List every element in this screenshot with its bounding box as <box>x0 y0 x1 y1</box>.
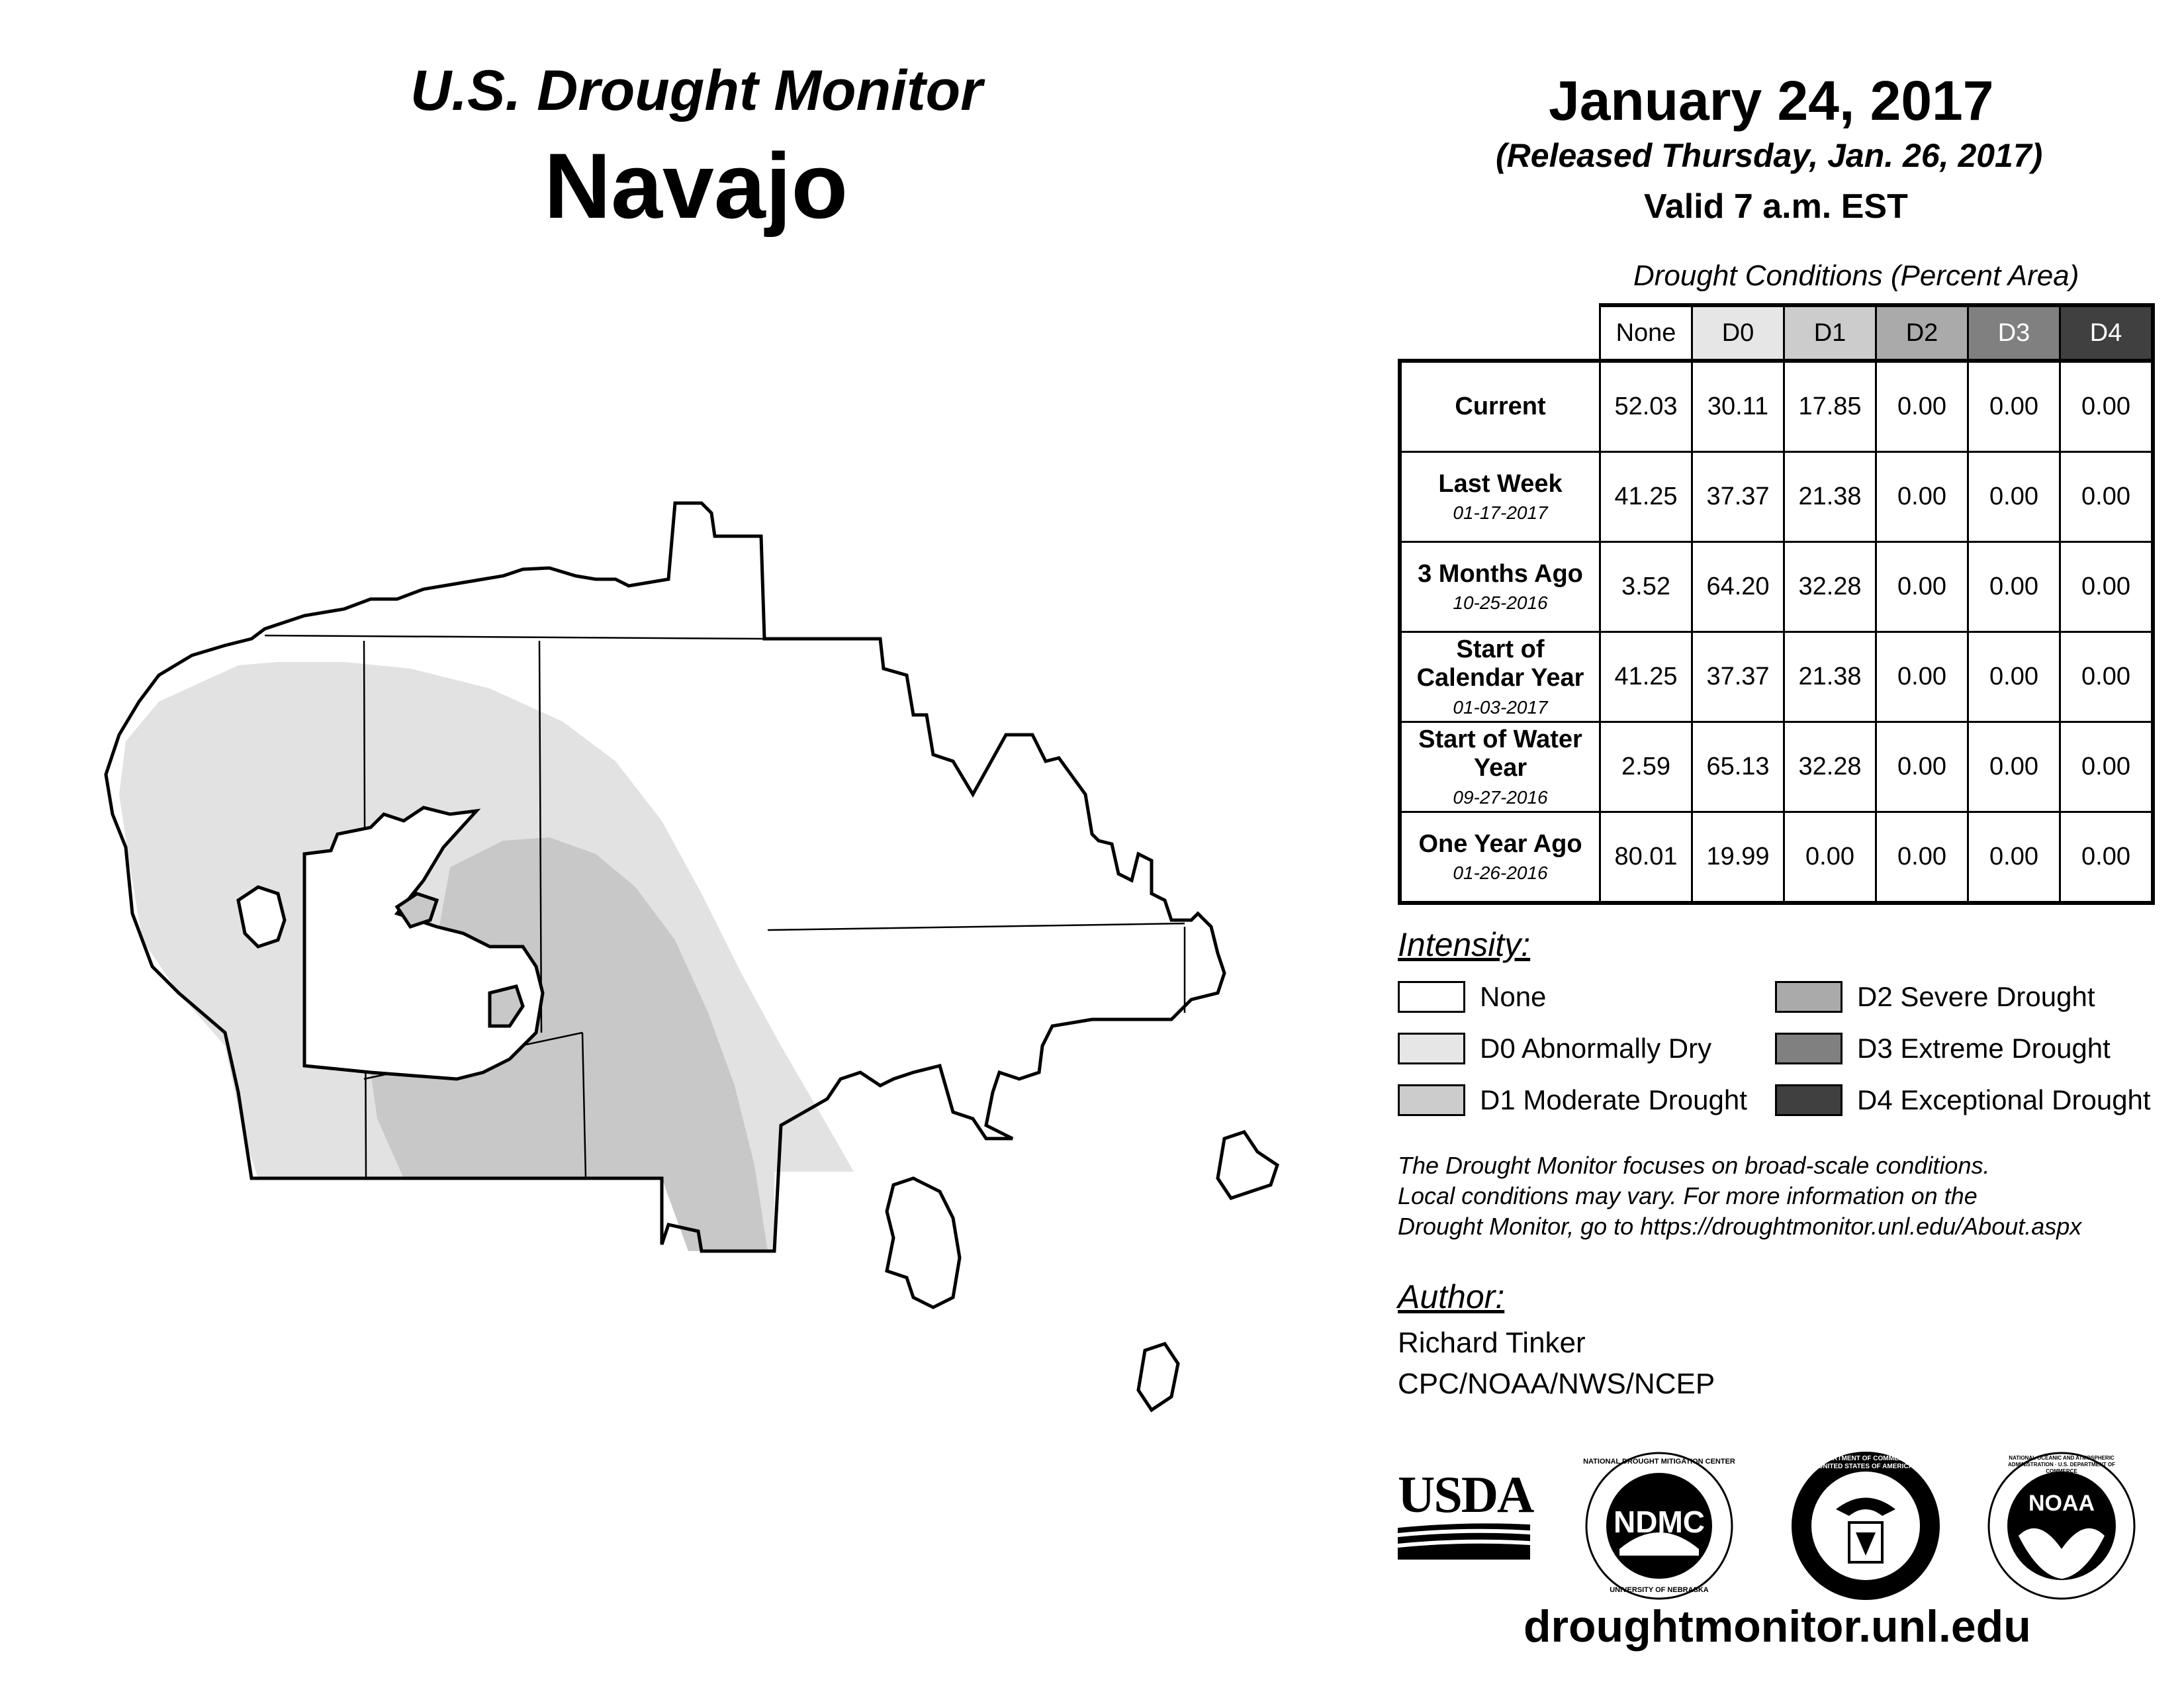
table-cell: 0.00 <box>1968 722 2060 812</box>
row-date: 10-25-2016 <box>1453 592 1548 614</box>
table-cell: 0.00 <box>1968 361 2060 452</box>
table-cell: 0.00 <box>1876 812 1968 904</box>
col-header-none: None <box>1600 305 1692 361</box>
commerce-eagle-seal-icon <box>1790 1450 1942 1602</box>
row-label <box>1400 632 1600 722</box>
table-cell: 37.37 <box>1692 632 1784 722</box>
row-date: 01-03-2017 <box>1453 697 1548 718</box>
legend-label: D0 Abnormally Dry <box>1480 1033 1712 1064</box>
table-cell: 0.00 <box>2060 632 2154 722</box>
legend-label: D2 Severe Drought <box>1857 981 2095 1012</box>
col-header-d4: D4 <box>2060 305 2154 361</box>
table-cell: 32.28 <box>1784 722 1876 812</box>
table-cell: 0.00 <box>1876 632 1968 722</box>
table-header-row <box>1400 305 2153 361</box>
author-title: Author: <box>1398 1278 1505 1315</box>
region-title: Navajo <box>544 134 848 238</box>
author-name: Richard Tinker <box>1398 1327 1586 1359</box>
legend-swatch <box>1775 981 1843 1013</box>
usda-field-icon <box>1398 1521 1530 1561</box>
table-cell: 41.25 <box>1600 632 1692 722</box>
legend-item-d1 <box>1398 1083 1747 1117</box>
usda-logo <box>1398 1466 1533 1561</box>
table-cell: 21.38 <box>1784 632 1876 722</box>
table-cell: 3.52 <box>1600 542 1692 632</box>
map-date: January 24, 2017 <box>1549 70 1994 132</box>
drought-conditions-table <box>1398 303 2155 905</box>
noaa-logo <box>1985 1450 2138 1602</box>
website-link[interactable]: droughtmonitor.unl.edu <box>1524 1601 2031 1652</box>
row-label-text: Last Week <box>1438 469 1563 498</box>
table-cell: 21.38 <box>1784 452 1876 542</box>
row-label-text: Start of Calendar Year <box>1416 635 1584 692</box>
row-date: 01-17-2017 <box>1453 502 1548 524</box>
table-cell: 2.59 <box>1600 722 1692 812</box>
author-org: CPC/NOAA/NWS/NCEP <box>1398 1368 1715 1400</box>
legend-label: None <box>1480 981 1547 1012</box>
legend-swatch <box>1775 1084 1843 1116</box>
disclaimer-line: Drought Monitor, go to https://droughtmonitor.unl.edu/About.aspx <box>1398 1213 2082 1240</box>
row-label <box>1400 361 1600 452</box>
col-header-d0: D0 <box>1692 305 1784 361</box>
table-row <box>1400 361 2153 452</box>
usda-logo-text: USDA <box>1398 1466 1533 1523</box>
table-cell: 0.00 <box>1968 542 2060 632</box>
table-cell: 0.00 <box>1968 632 2060 722</box>
table-cell: 80.01 <box>1600 812 1692 904</box>
doc-ring-text: DEPARTMENT OF COMMERCE · UNITED STATES OF AMERICA <box>1815 1455 1917 1470</box>
table-cell: 0.00 <box>2060 812 2154 904</box>
table-row <box>1400 722 2153 812</box>
table-cell: 0.00 <box>2060 361 2154 452</box>
table-cell: 0.00 <box>1784 812 1876 904</box>
table-caption: Drought Conditions (Percent Area) <box>1633 259 2079 292</box>
table-cell: 19.99 <box>1692 812 1784 904</box>
row-label-text: 3 Months Ago <box>1418 559 1583 588</box>
disclaimer <box>1398 1150 2159 1242</box>
table-row <box>1400 452 2153 542</box>
legend-swatch <box>1398 981 1465 1013</box>
row-label <box>1400 452 1600 542</box>
ndmc-ring-top: NATIONAL DROUGHT MITIGATION CENTER <box>1583 1458 1735 1466</box>
legend-item-d4 <box>1775 1083 2151 1117</box>
row-date: 09-27-2016 <box>1453 787 1548 808</box>
table-cell: 52.03 <box>1600 361 1692 452</box>
valid-time: Valid 7 a.m. EST <box>1644 187 1908 226</box>
ndmc-logo-text: NDMC <box>1614 1505 1705 1539</box>
table-row <box>1400 542 2153 632</box>
table-cell: 0.00 <box>2060 722 2154 812</box>
product-title: U.S. Drought Monitor <box>410 59 983 122</box>
table-cell: 41.25 <box>1600 452 1692 542</box>
doc-logo <box>1790 1450 1942 1602</box>
table-cell: 0.00 <box>2060 542 2154 632</box>
table-cell: 0.00 <box>2060 452 2154 542</box>
legend-swatch <box>1398 1033 1465 1064</box>
row-label <box>1400 542 1600 632</box>
row-label <box>1400 722 1600 812</box>
col-header-d1: D1 <box>1784 305 1876 361</box>
table-cell: 30.11 <box>1692 361 1784 452</box>
row-label <box>1400 812 1600 904</box>
noaa-logo-text: NOAA <box>2028 1491 2095 1516</box>
table-cell: 32.28 <box>1784 542 1876 632</box>
table-cell: 65.13 <box>1692 722 1784 812</box>
table-corner <box>1400 305 1600 361</box>
row-date: 01-26-2016 <box>1453 863 1548 884</box>
table-cell: 0.00 <box>1876 452 1968 542</box>
legend-item-d2 <box>1775 980 2095 1014</box>
row-label-text: One Year Ago <box>1418 829 1582 858</box>
table-row <box>1400 632 2153 722</box>
table-cell: 37.37 <box>1692 452 1784 542</box>
legend-item-none <box>1398 980 1546 1014</box>
legend-label: D4 Exceptional Drought <box>1857 1084 2151 1115</box>
table-cell: 64.20 <box>1692 542 1784 632</box>
legend-swatch <box>1398 1084 1465 1116</box>
ndmc-ring-bottom: UNIVERSITY OF NEBRASKA <box>1610 1586 1709 1594</box>
row-label-text: Current <box>1455 392 1546 420</box>
release-date: (Released Thursday, Jan. 26, 2017) <box>1496 137 2043 174</box>
table-cell: 17.85 <box>1784 361 1876 452</box>
legend-item-d0 <box>1398 1031 1711 1066</box>
legend-swatch <box>1775 1033 1843 1064</box>
legend-label: D1 Moderate Drought <box>1480 1084 1747 1115</box>
table-cell: 0.00 <box>1968 452 2060 542</box>
table-cell: 0.00 <box>1876 722 1968 812</box>
disclaimer-line: Local conditions may vary. For more information on the <box>1398 1182 1978 1209</box>
disclaimer-line: The Drought Monitor focuses on broad-scale conditions. <box>1398 1152 1990 1179</box>
legend-title: Intensity: <box>1398 926 1531 963</box>
table-row <box>1400 812 2153 904</box>
row-label-text: Start of Water Year <box>1418 725 1582 782</box>
ndmc-logo <box>1583 1450 1735 1602</box>
noaa-ring-text: NATIONAL OCEANIC AND ATMOSPHERIC ADMINISTRATION · U.S. DEPARTMENT OF COMMERCE <box>2008 1455 2115 1474</box>
legend-label: D3 Extreme Drought <box>1857 1033 2111 1064</box>
table-cell: 0.00 <box>1876 361 1968 452</box>
col-header-d2: D2 <box>1876 305 1968 361</box>
table-cell: 0.00 <box>1968 812 2060 904</box>
table-cell: 0.00 <box>1876 542 1968 632</box>
legend-item-d3 <box>1775 1031 2111 1066</box>
col-header-d3: D3 <box>1968 305 2060 361</box>
